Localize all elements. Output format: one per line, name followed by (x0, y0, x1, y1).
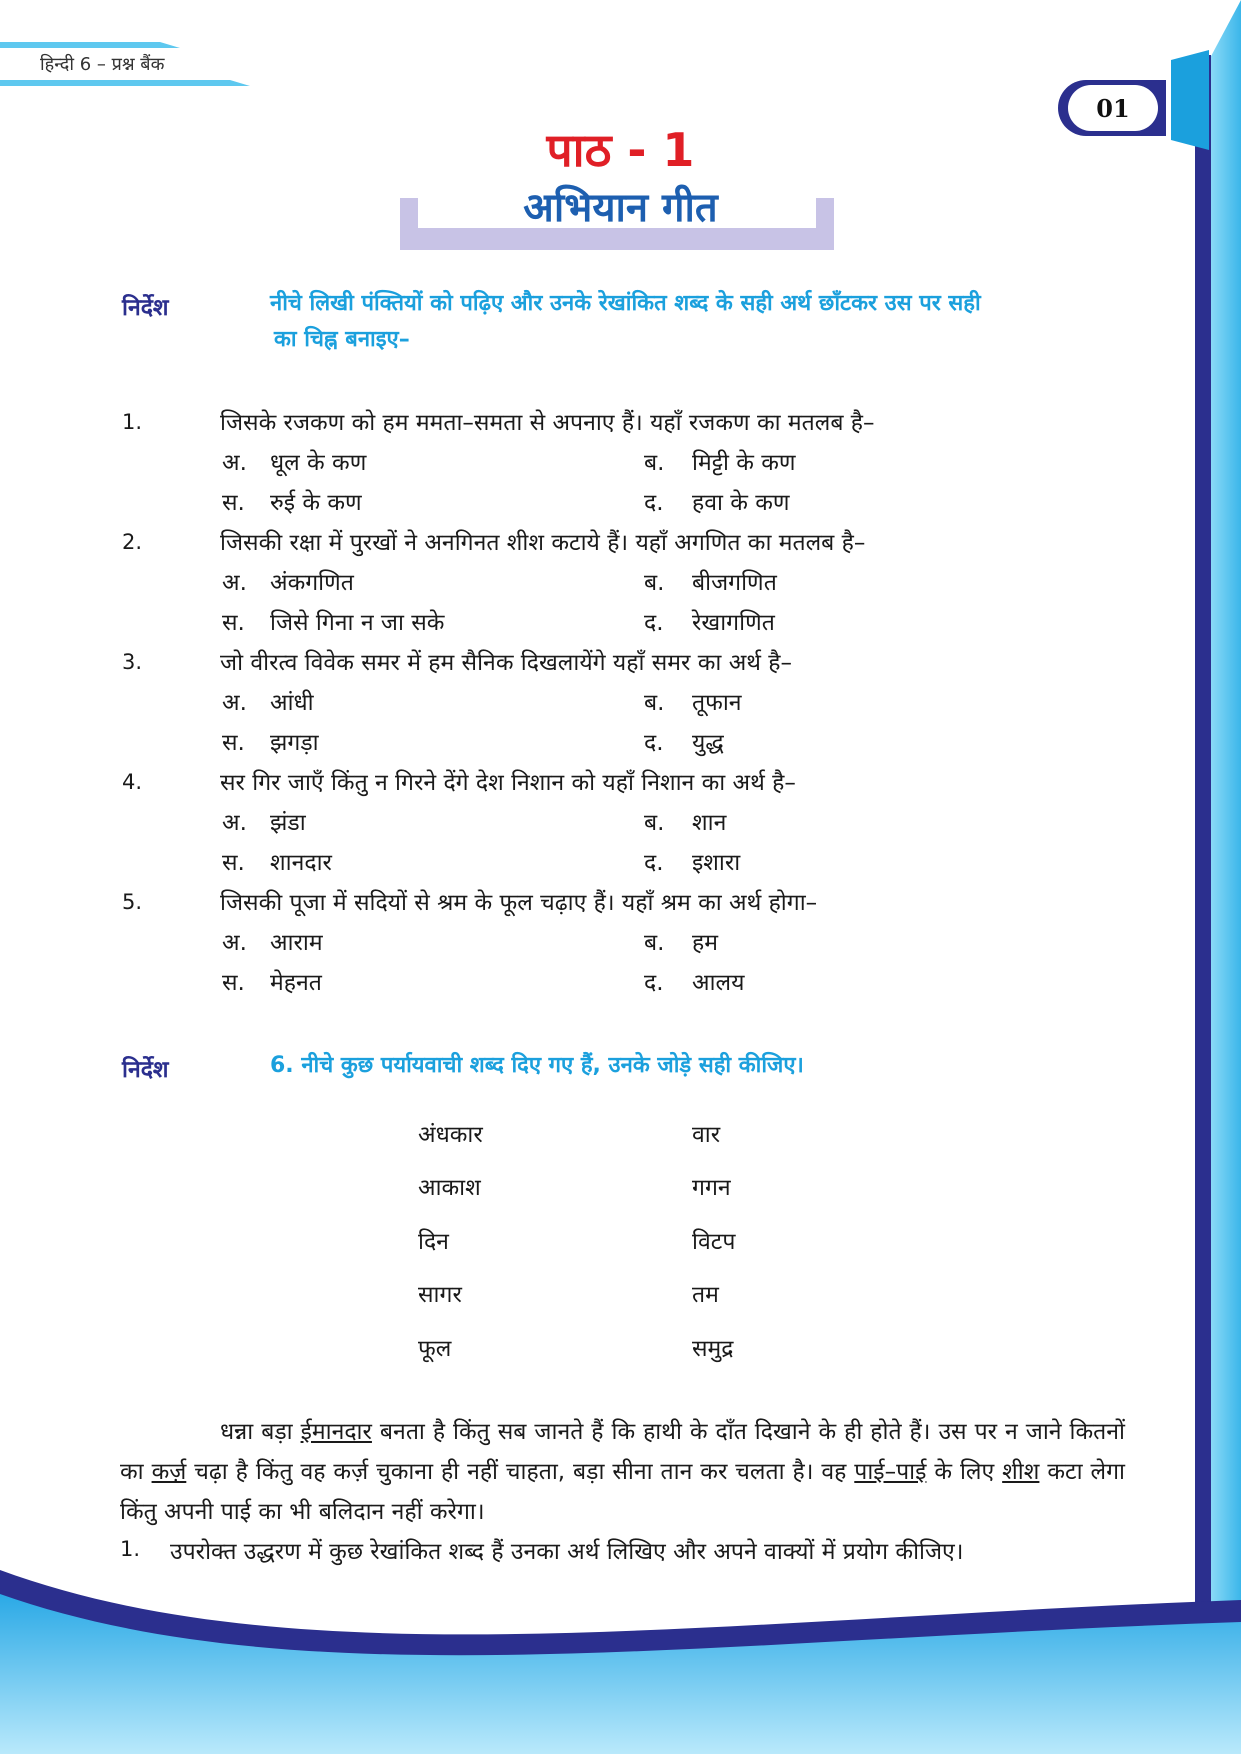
option: स. झगड़ा (222, 730, 319, 756)
question-number: 4. (122, 770, 143, 794)
question-text: जो वीरत्व विवेक समर में हम सैनिक दिखलायेंगे यहाँ समर का अर्थ है– (220, 650, 792, 676)
lesson-number: पाठ - 1 (546, 123, 695, 177)
passage-question-number: 1. (120, 1537, 141, 1561)
pair-left-word: आकाश (418, 1175, 481, 1201)
page-number: 01 (1068, 85, 1158, 131)
question-text: जिसकी रक्षा में पुरखों ने अनगिनत शीश कटाये हैं। यहाँ अगणित का मतलब है– (220, 530, 866, 556)
option: अ. झंडा (222, 810, 306, 836)
question-number: 1. (122, 410, 143, 434)
instruction-line: का चिह्न बनाइए– (274, 327, 410, 352)
question-number: 3. (122, 650, 143, 674)
question-number: 2. (122, 530, 143, 554)
option: द. आलय (644, 970, 745, 996)
pair-right-word: विटप (692, 1229, 736, 1255)
underlined-word: कर्ज़ (151, 1459, 187, 1485)
section1-label: निर्देश (122, 295, 169, 321)
lesson-title: अभियान गीत (523, 185, 718, 231)
option: ब. बीजगणित (644, 570, 777, 596)
passage: धन्ना बड़ा ईमानदार बनता है किंतु सब जानते हैं कि हाथी के दाँत दिखाने के ही होते हैं। उस पर न जाने कितनों का कर्ज़ चढ़ा है किंतु वह कर्ज़ चुकाना ही नहीं चाहता, बड़ा सीना तान कर चलता है। वह पाई–पाई के लिए शीश कटा लेगा किंतु अपनी पाई का भी बलिदान नहीं करेगा। (120, 1419, 1125, 1525)
option: स. जिसे गिना न जा सके (222, 610, 445, 636)
option: ब. हम (644, 930, 718, 956)
option: ब. शान (644, 810, 727, 836)
section2-label: निर्देश (122, 1057, 169, 1083)
option: अ. आराम (222, 930, 323, 956)
pair-left-word: सागर (418, 1282, 462, 1308)
option: अ. अंकगणित (222, 570, 354, 596)
option: द. इशारा (644, 850, 741, 876)
section2-instruction: 6. नीचे कुछ पर्यायवाची शब्द दिए गए हैं, उनके जोड़े सही कीजिए। (270, 1053, 804, 1078)
passage-question: उपरोक्त उद्धरण में कुछ रेखांकित शब्द हैं उनका अर्थ लिखिए और अपने वाक्यों में प्रयोग कीजिए। (170, 1539, 964, 1565)
pair-right-word: समुद्र (692, 1336, 734, 1362)
option: अ. आंधी (222, 690, 314, 716)
question-text: जिसके रजकण को हम ममता–समता से अपनाए हैं। यहाँ रजकण का मतलब है– (220, 410, 875, 436)
option: स. शानदार (222, 850, 332, 876)
option: द. हवा के कण (644, 490, 790, 516)
underlined-word: पाई–पाई (854, 1459, 927, 1485)
pair-left-word: अंधकार (418, 1122, 483, 1148)
option: स. मेहनत (222, 970, 322, 996)
header-ribbon (0, 0, 260, 90)
option: द. रेखागणित (644, 610, 775, 636)
question-text: जिसकी पूजा में सदियों से श्रम के फूल चढ़ाए हैं। यहाँ श्रम का अर्थ होगा– (220, 890, 818, 916)
bottom-wave-decoration (0, 1560, 1241, 1754)
option: स. रुई के कण (222, 490, 362, 516)
underlined-word: शीश (1002, 1459, 1040, 1485)
question-text: सर गिर जाएँ किंतु न गिरने देंगे देश निशान को यहाँ निशान का अर्थ है– (220, 770, 796, 796)
pair-right-word: गगन (692, 1175, 731, 1201)
option: द. युद्ध (644, 730, 724, 756)
pair-left-word: फूल (418, 1336, 452, 1362)
question-number: 5. (122, 890, 143, 914)
option: ब. मिट्टी के कण (644, 450, 796, 476)
section1-instruction (270, 286, 1130, 358)
instruction-line: नीचे लिखी पंक्तियों को पढ़िए और उनके रेखांकित शब्द के सही अर्थ छाँटकर उस पर सही (270, 291, 981, 316)
option: ब. तूफान (644, 690, 742, 716)
pair-left-word: दिन (418, 1229, 449, 1255)
book-title: हिन्दी 6 – प्रश्न बैंक (40, 54, 165, 75)
pair-right-word: वार (692, 1122, 721, 1148)
pair-right-word: तम (692, 1282, 719, 1308)
option: अ. धूल के कण (222, 450, 367, 476)
underlined-word: ईमानदार (300, 1419, 372, 1445)
